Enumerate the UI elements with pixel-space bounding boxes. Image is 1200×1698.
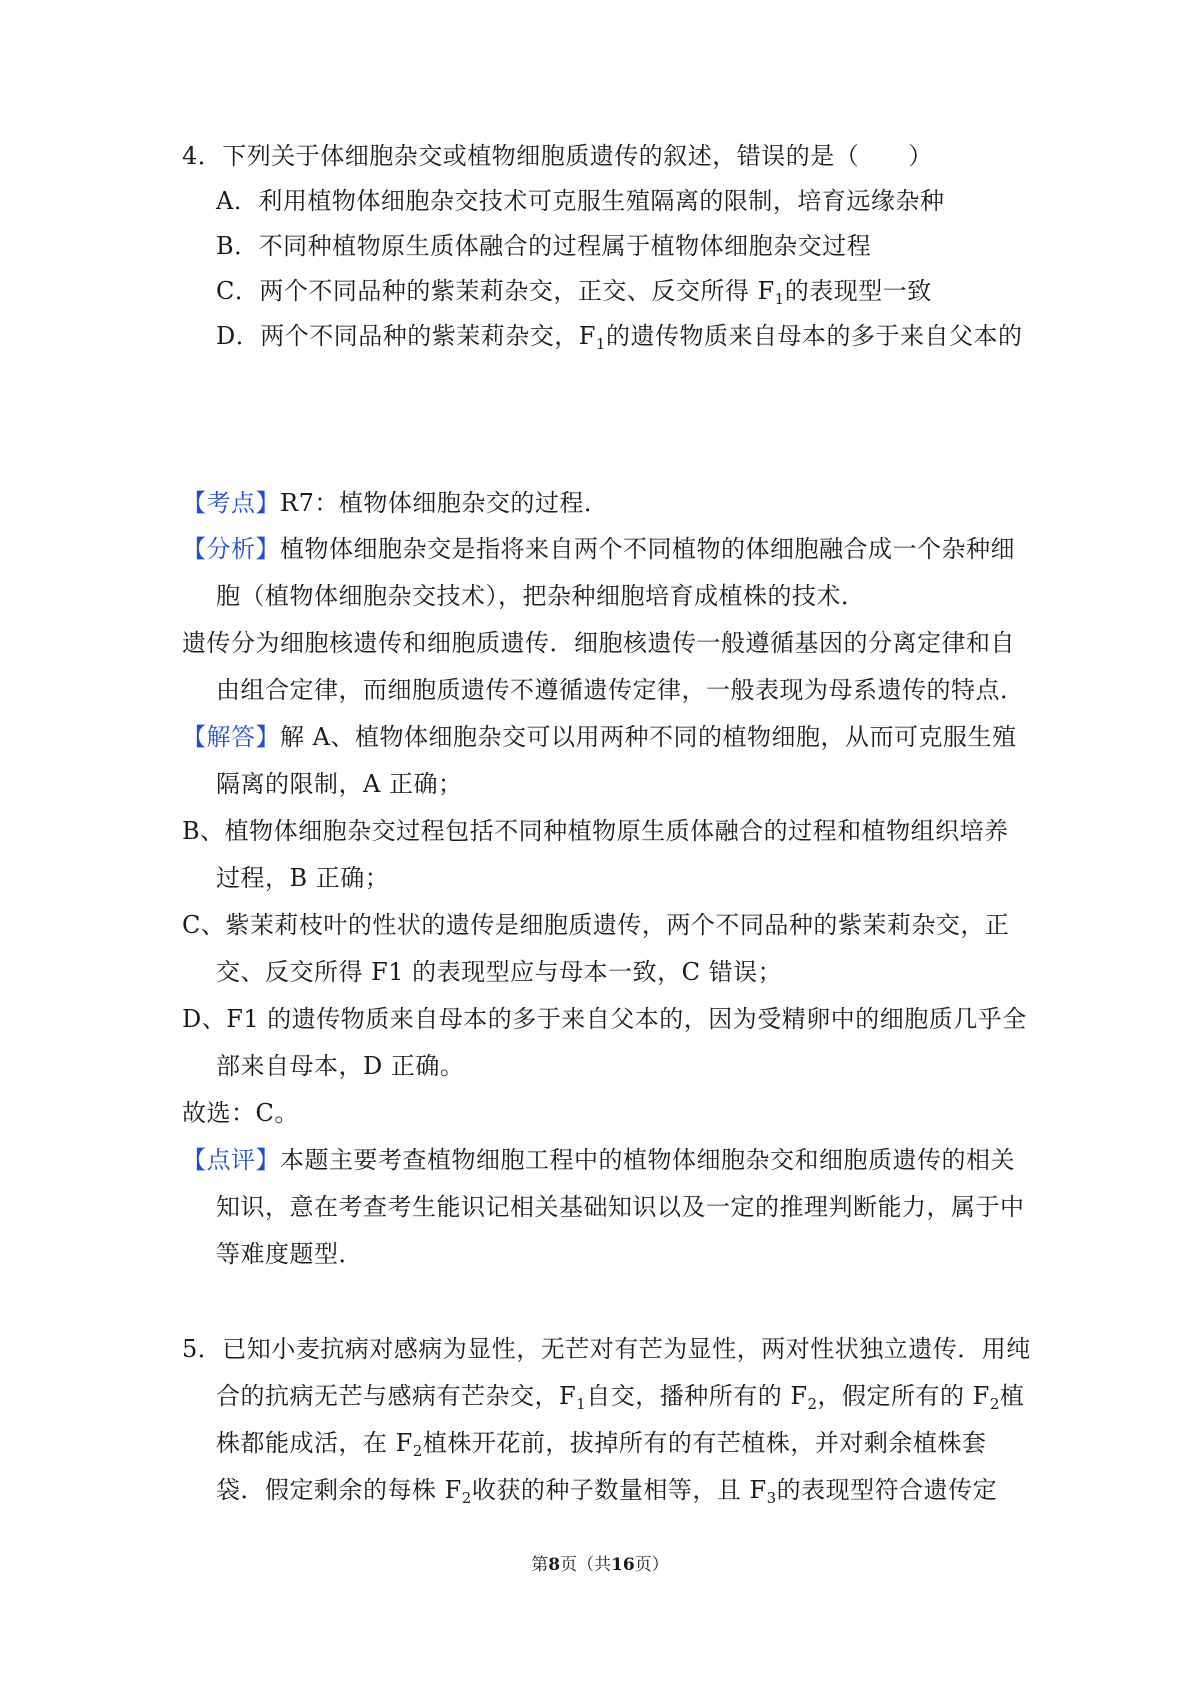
answer-d-line-2: 部来自母本，D 正确。 — [216, 1052, 465, 1080]
q4-option-d-post: 的遗传物质来自母本的多于来自父本的 — [605, 322, 1023, 350]
q5-line4-sub-2: 3 — [766, 1489, 777, 1507]
q4-stem: 4．下列关于体细胞杂交或植物细胞质遗传的叙述，错误的是（ ） — [182, 142, 933, 170]
q5-line3-sub-1: 2 — [412, 1442, 423, 1460]
jieda-line-2: 隔离的限制，A 正确； — [216, 770, 463, 798]
footer-total-pages: 16 — [611, 1555, 635, 1575]
answer-c-line-2: 交、反交所得 F1 的表现型应与母本一致，C 错误； — [216, 958, 783, 986]
footer-pre: 第 — [531, 1555, 549, 1575]
page-footer — [0, 1553, 1200, 1577]
answer-d-line-1: D、F1 的遗传物质来自母本的多于来自父本的，因为受精卵中的细胞质几乎全 — [182, 1005, 1027, 1033]
footer-page-number: 8 — [548, 1555, 561, 1575]
dianping-tag: 【点评】 — [182, 1146, 280, 1174]
q4-option-c-pre: C．两个不同品种的紫茉莉杂交，正交、反交所得 F — [216, 277, 775, 305]
q4-option-d — [216, 320, 1022, 352]
q5-line2-d: 植 — [999, 1382, 1025, 1410]
q4-option-c — [216, 275, 932, 307]
q4-option-a: A．利用植物体细胞杂交技术可克服生殖隔离的限制，培育远缘杂种 — [216, 187, 945, 215]
jieda-text-1: 解 A、植物体细胞杂交可以用两种不同的植物细胞，从而可克服生殖 — [280, 723, 1017, 751]
fenxi-line-1 — [182, 533, 1015, 565]
q4-option-b: B．不同种植物原生质体融合的过程属于植物体细胞杂交过程 — [216, 232, 872, 260]
fenxi-line-4: 由组合定律，而细胞质遗传不遵循遗传定律，一般表现为母系遗传的特点． — [216, 676, 1025, 704]
q4-option-d-pre: D．两个不同品种的紫茉莉杂交，F — [216, 322, 596, 350]
q5-line-4 — [216, 1474, 997, 1506]
q4-option-c-post: 的表现型一致 — [784, 277, 932, 305]
jieda-line-1 — [182, 721, 1016, 753]
q5-line2-sub-2: 2 — [807, 1395, 818, 1413]
jieda-tag: 【解答】 — [182, 723, 280, 751]
dianping-line-2: 知识，意在考查考生能识记相关基础知识以及一定的推理判断能力，属于中 — [216, 1193, 1025, 1221]
dianping-line-3: 等难度题型． — [216, 1240, 363, 1268]
fenxi-text-1: 植物体细胞杂交是指将来自两个不同植物的体细胞融合成一个杂种细 — [280, 535, 1015, 563]
q4-option-c-sub: 1 — [774, 290, 785, 308]
fenxi-line-3: 遗传分为细胞核遗传和细胞质遗传．细胞核遗传一般遵循基因的分离定律和自 — [182, 629, 1015, 657]
q5-line4-sub-1: 2 — [461, 1489, 472, 1507]
dianping-line-1 — [182, 1144, 1015, 1176]
dianping-text-1: 本题主要考查植物细胞工程中的植物体细胞杂交和细胞质遗传的相关 — [280, 1146, 1015, 1174]
q5-line4-b: 收获的种子数量相等，且 F — [471, 1476, 767, 1504]
q5-line-1: 5．已知小麦抗病对感病为显性，无芒对有芒为显性，两对性状独立遗传．用纯 — [182, 1335, 1031, 1363]
kaodian — [182, 487, 608, 519]
q4-option-d-sub: 1 — [595, 335, 606, 353]
kaodian-tag: 【考点】 — [182, 489, 280, 517]
q5-line2-c: ，假定所有的 F — [817, 1382, 990, 1410]
q5-line4-a: 袋．假定剩余的每株 F — [216, 1476, 462, 1504]
q5-line2-sub-1: 1 — [576, 1395, 587, 1413]
q5-line3-a: 株都能成活，在 F — [216, 1429, 413, 1457]
q5-line3-b: 植株开花前，拔掉所有的有芒植株，并对剩余植株套 — [422, 1429, 987, 1457]
footer-post: 页） — [634, 1555, 669, 1575]
q5-line2-sub-3: 2 — [989, 1395, 1000, 1413]
q5-line4-c: 的表现型符合遗传定 — [776, 1476, 998, 1504]
q5-line-2 — [216, 1380, 1024, 1412]
answer-c-line-1: C、紫茉莉枝叶的性状的遗传是细胞质遗传，两个不同品种的紫茉莉杂交，正 — [182, 911, 1010, 939]
fenxi-tag: 【分析】 — [182, 535, 280, 563]
answer-b-line-1: B、植物体细胞杂交过程包括不同种植物原生质体融合的过程和植物组织培养 — [182, 817, 1009, 845]
answer-b-line-2: 过程，B 正确； — [216, 864, 390, 892]
fenxi-line-2: 胞（植物体细胞杂交技术），把杂种细胞培育成植株的技术． — [216, 582, 866, 610]
q5-line2-b: 自交，播种所有的 F — [586, 1382, 808, 1410]
footer-mid: 页（共 — [560, 1555, 612, 1575]
q5-line-3 — [216, 1427, 986, 1459]
q5-line2-a: 合的抗病无芒与感病有芒杂交，F — [216, 1382, 577, 1410]
answer-choice: 故选：C。 — [182, 1099, 299, 1127]
kaodian-text: R7：植物体细胞杂交的过程． — [280, 489, 609, 517]
